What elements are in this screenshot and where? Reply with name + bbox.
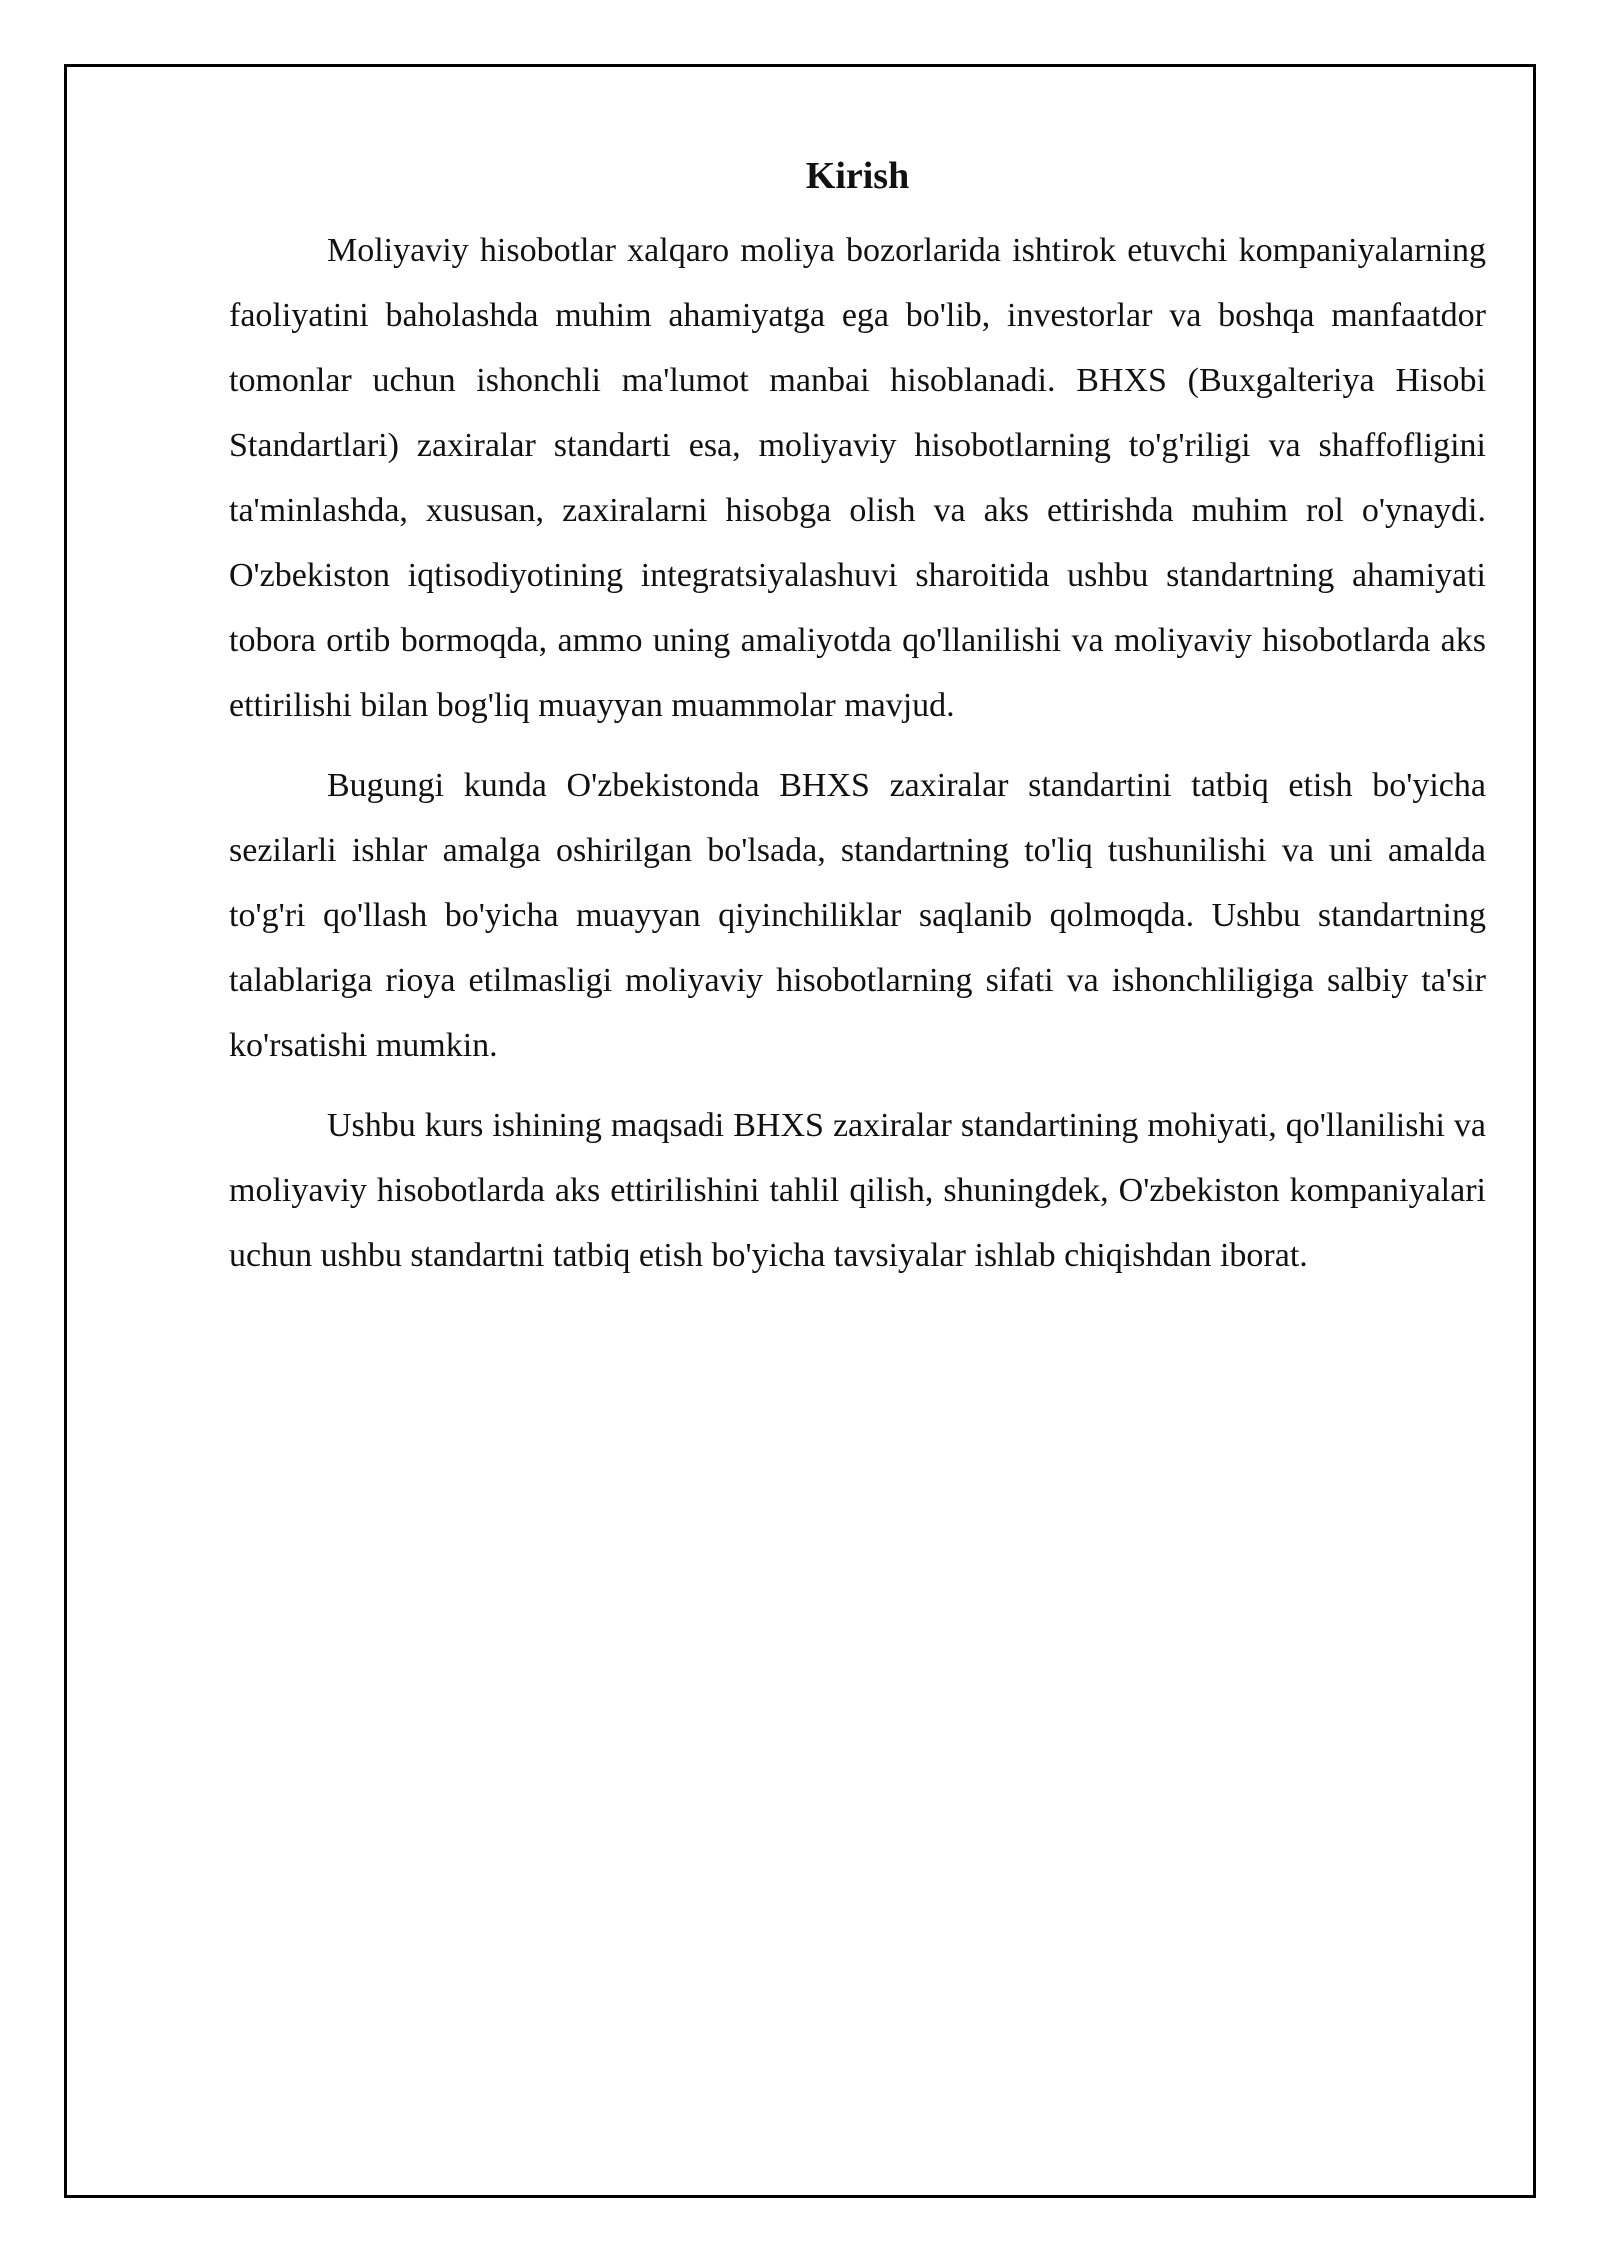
paragraph-3: Ushbu kurs ishining maqsadi BHXS zaxiralar standartining mohiyati, qo'llanilishi va moliyaviy hisobotlarda aks ettirilishini tahlil qilish, shuningdek, O'zbekiston kompaniyalari uchun ushbu standartni tatbiq etish bo'yicha tavsiyalar ishlab chiqishdan iborat. <box>229 1107 1486 1274</box>
page-title: Kirish <box>805 155 910 197</box>
paragraph-2: Bugungi kunda O'zbekistonda BHXS zaxiralar standartini tatbiq etish bo'yicha sezilarli ishlar amalga oshirilgan bo'lsada, standartning to'liq tushunilishi va uni amalda to'g'ri qo'llash bo'yicha muayyan qiyinchiliklar saqlanib qolmoqda. Ushbu standartning talablariga rioya etilmasligi moliyaviy hisobotlarning sifati va ishonchliligiga salbiy ta'sir ko'rsatishi mumkin. <box>229 767 1486 1064</box>
paragraph-1: Moliyaviy hisobotlar xalqaro moliya bozorlarida ishtirok etuvchi kompaniyalarning faoliyatini baholashda muhim ahamiyatga ega bo'lib, investorlar va boshqa manfaatdor tomonlar uchun ishonchli ma'lumot manbai hisoblanadi. BHXS (Buxgalteriya Hisobi Standartlari) zaxiralar standarti esa, moliyaviy hisobotlarning to'g'riligi va shaffofligini ta'minlashda, xususan, zaxiralarni hisobga olish va aks ettirishda muhim rol o'ynaydi. O'zbekiston iqtisodiyotining integratsiyalashuvi sharoitida ushbu standartning ahamiyati tobora ortib bormoqda, ammo uning amaliyotda qo'llanilishi va moliyaviy hisobotlarda aks ettirilishi bilan bog'liq muayyan muammolar mavjud. <box>229 232 1486 724</box>
document-body <box>229 150 1486 1303</box>
